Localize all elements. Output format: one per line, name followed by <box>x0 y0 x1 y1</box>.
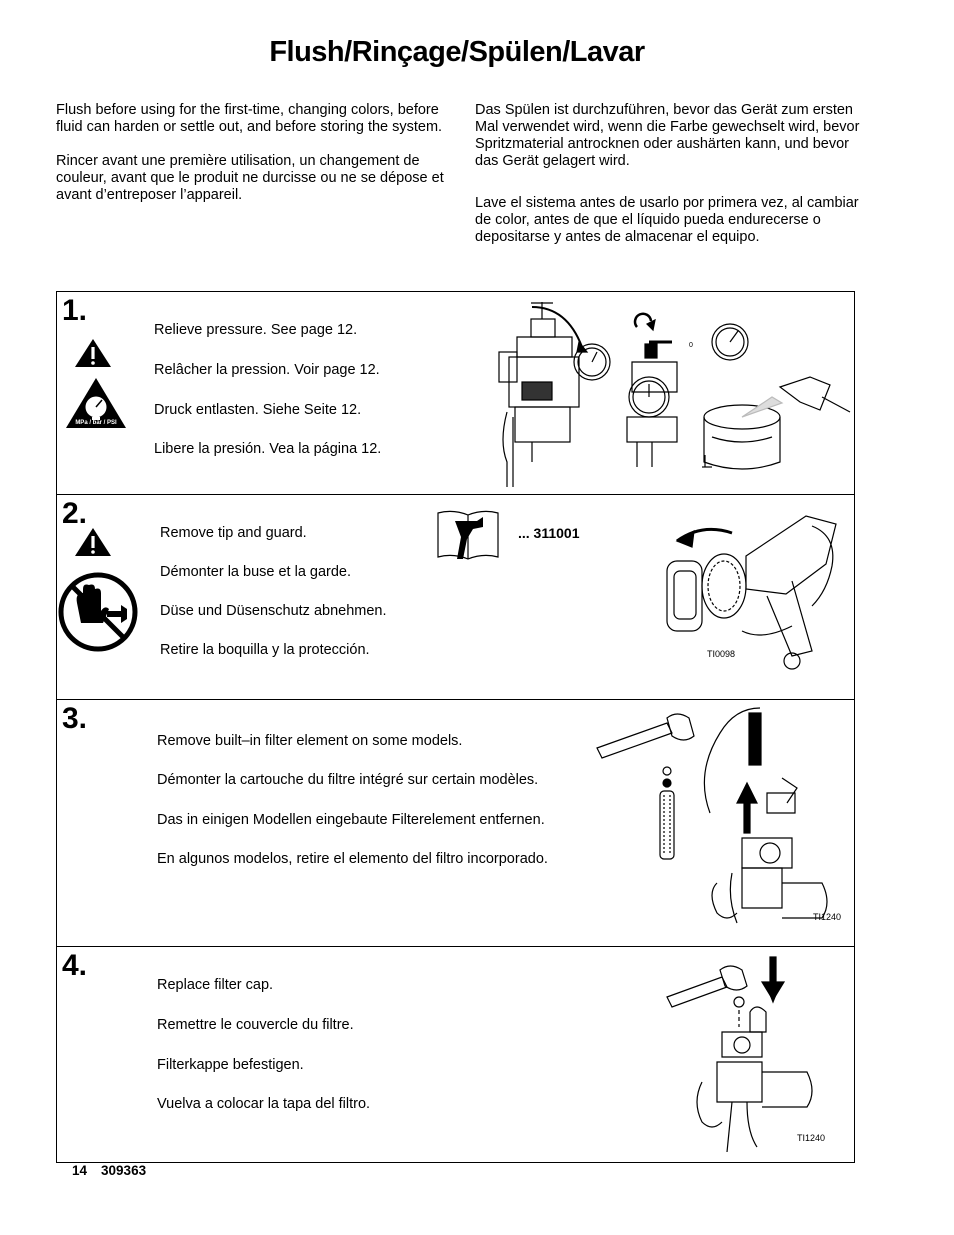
intro-spanish: Lave el sistema antes de usarlo por primera vez, al cambiar de color, antes de que el líquido pueda endurecerse o depositarse y antes de almacenar el equipo. <box>475 195 859 245</box>
step-4 <box>57 946 854 1164</box>
no-hand-near-tip-icon <box>57 571 139 653</box>
step-number: 4. <box>62 949 88 982</box>
steps-table <box>56 291 855 1163</box>
step-line-es: Vuelva a colocar la tapa del filtro. <box>157 1096 371 1112</box>
step-line-en: Remove tip and guard. <box>160 525 307 541</box>
page-number: 14 <box>72 1163 88 1178</box>
step-2 <box>57 494 854 699</box>
intro-english: Flush before using for the first-time, changing colors, before fluid can harden or settle out, and before storing the system. <box>56 102 443 135</box>
step-line-en: Relieve pressure. See page 12. <box>154 322 358 338</box>
step-line-en: Replace filter cap. <box>157 977 274 993</box>
step-number: 3. <box>62 702 88 735</box>
spray-gun-into-pail-illustration <box>702 377 852 477</box>
step-line-de: Das in einigen Modellen eingebaute Filterelement entfernen. <box>157 812 545 828</box>
manual-spray-gun-icon <box>437 509 499 561</box>
step-line-de: Filterkappe befestigen. <box>157 1057 304 1073</box>
spray-gun-tip-removal-illustration <box>662 501 852 676</box>
figure-code: TI1240 <box>797 1133 826 1143</box>
pressure-units-label: MPa / bar / PSI <box>75 420 117 426</box>
step-line-en: Remove built–in filter element on some models. <box>157 733 463 749</box>
intro-right-column <box>475 102 865 246</box>
step-line-fr: Relâcher la pression. Voir page 12. <box>154 362 380 378</box>
step-1 <box>57 292 854 494</box>
filter-removal-illustration <box>592 703 842 943</box>
step-line-fr: Démonter la cartouche du filtre intégré sur certain modèles. <box>157 772 539 788</box>
warning-icon <box>74 338 112 368</box>
step-line-es: Retire la boquilla y la protección. <box>160 642 370 658</box>
step-number: 2. <box>62 497 88 530</box>
page-title: Flush/Rinçage/Spülen/Lavar <box>269 36 645 68</box>
warning-icon <box>74 527 112 557</box>
figure-code: TI0098 <box>707 649 736 659</box>
document-number: 309363 <box>101 1163 147 1178</box>
page-footer <box>72 1163 146 1178</box>
step-line-es: En algunos modelos, retire el elemento del filtro incorporado. <box>157 851 548 867</box>
step-line-de: Düse und Düsenschutz abnehmen. <box>160 603 387 619</box>
step-line-es: Libere la presión. Vea la página 12. <box>154 441 382 457</box>
intro-french: Rincer avant une première utilisation, un changement de couleur, avant que le produit ne durcisse ou ne se dépose et avant d’entreposer l’appareil. <box>56 153 444 203</box>
filter-cap-replace-illustration <box>662 952 842 1162</box>
step-3 <box>57 699 854 946</box>
step-number: 1. <box>62 294 88 327</box>
step-line-fr: Remettre le couvercle du filtre. <box>157 1017 354 1033</box>
step-line-fr: Démonter la buse et la garde. <box>160 564 352 580</box>
figure-code: TI1240 <box>813 912 842 922</box>
gauge-zero-label: 0 <box>689 342 693 349</box>
manual-reference: ... 311001 <box>518 525 580 541</box>
intro-left-column <box>56 102 446 204</box>
step-line-de: Druck entlasten. Siehe Seite 12. <box>154 402 362 418</box>
intro-german: Das Spülen ist durchzuführen, bevor das Gerät zum ersten Mal verwendet wird, wenn die Farbe gewechselt wird, bevor Spritzmaterial antrocknen oder aushärten kann, und bevor das Gerät gelagert wird. <box>475 102 860 169</box>
